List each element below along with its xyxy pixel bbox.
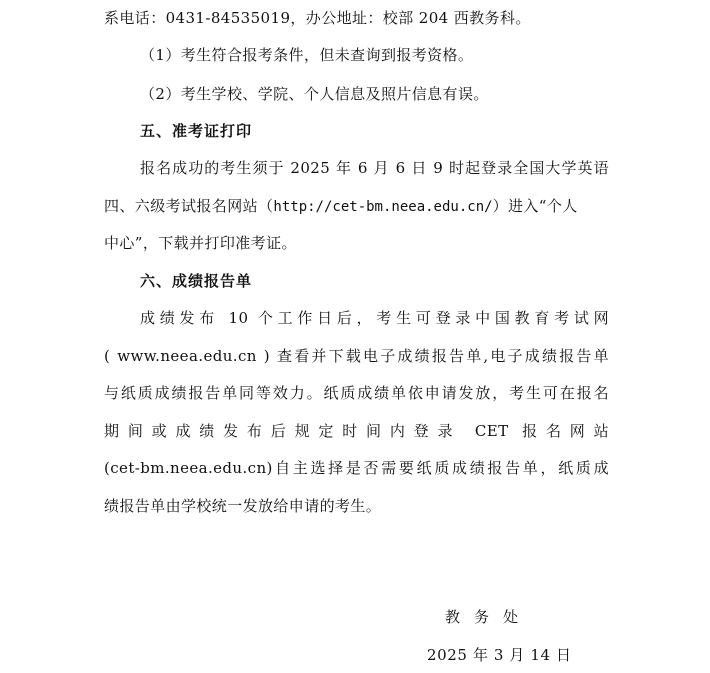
admission-para-line-3: 中心”，下载并打印准考证。 [104,234,297,252]
contact-line: 系电话：0431-84535019，办公地址：校部 204 西教务科。 [104,9,531,27]
score-para-line-6: 绩报告单由学校统一发放给申请的考生。 [104,497,382,515]
reason-item-2: （2）考生学校、学院、个人信息及照片信息有误。 [140,85,489,103]
admission-para-line-1: 报名成功的考生须于 2025 年 6 月 6 日 9 时起登录全国大学英语 [140,159,609,177]
cet-registration-link[interactable]: http://cet-bm.neea.edu.cn/ [273,199,493,215]
reason-item-1: （1）考生符合报考条件，但未查询到报考资格。 [140,46,474,64]
admission-para-text: 四、六级考试报名网站（ [104,197,274,215]
score-para-line-2: ( www.neea.edu.cn ) 查看并下载电子成绩报告单,电子成绩报告单 [104,347,609,365]
score-para-line-5: (cet-bm.neea.edu.cn)自主选择是否需要纸质成绩报告单，纸质成 [104,459,609,477]
admission-para-line-2 [104,196,609,217]
admission-para-text-tail: ）进入“个人 [492,197,578,215]
issuing-office: 教务处 [445,608,533,626]
section-heading-score-report: 六、成绩报告单 [140,272,253,290]
score-para-line-3: 与纸质成绩报告单同等效力。纸质成绩单依申请发放，考生可在报名 [104,384,609,402]
issue-date: 2025 年 3 月 14 日 [427,646,572,664]
section-heading-admission-ticket: 五、准考证打印 [140,122,253,140]
score-para-line-4: 期间或成绩发布后规定时间内登录 CET 报名网站 [104,422,609,440]
score-para-line-1: 成绩发布 10 个工作日后，考生可登录中国教育考试网 [140,309,609,327]
